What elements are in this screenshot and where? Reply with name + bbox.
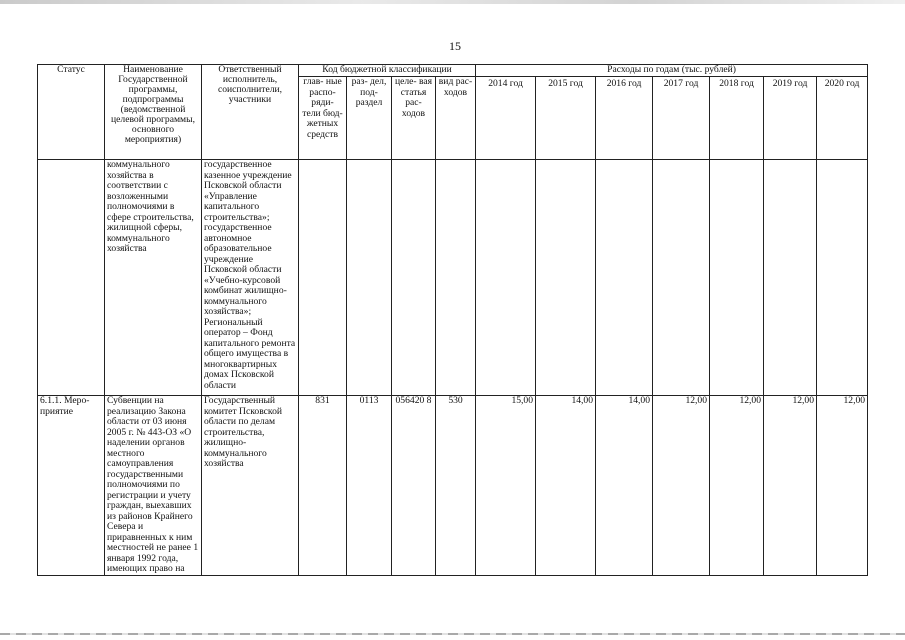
cell-value-2015: 14,00	[536, 396, 596, 576]
header-expenses-group: Расходы по годам (тыс. рублей)	[476, 65, 868, 77]
cell-value-2020	[817, 160, 868, 396]
header-executor: Ответственный исполнитель, соисполнители, участники	[202, 65, 299, 160]
cell-code-main-manager: 831	[299, 396, 347, 576]
header-code-main-manager: глав- ные распо- ряди- тели бюд- жетных средств	[299, 77, 347, 160]
header-budget-code-group: Код бюджетной классификации	[299, 65, 476, 77]
header-code-target-article: целе- вая статья рас- ходов	[392, 77, 436, 160]
header-name: Наименование Государственной программы, подпрограммы (ведомственной целевой программы, основного мероприятия)	[105, 65, 202, 160]
header-year-2015: 2015 год	[536, 77, 596, 160]
scan-edge-top	[0, 0, 905, 4]
cell-code-section	[347, 160, 392, 396]
cell-code-main-manager	[299, 160, 347, 396]
cell-value-2019: 12,00	[764, 396, 817, 576]
budget-table	[37, 64, 868, 576]
header-status: Статус	[38, 65, 105, 160]
cell-name: коммунального хозяйства в соответствии с возложенными полномочиями в сфере строительства, жилищной сферы, коммунального хозяйства	[105, 160, 202, 396]
cell-value-2019	[764, 160, 817, 396]
cell-value-2015	[536, 160, 596, 396]
table-row	[38, 396, 868, 576]
cell-executor: государственное казенное учреждение Псковской области «Управление капитального строительства»; государственное автономное образовательное учреждение Псковской области «Учебно-курсовой комбинат жилищно-коммунального хозяйства»; Региональный оператор – Фонд капитального ремонта общего имущества в многоквартирных домах Псковской области	[202, 160, 299, 396]
cell-name: Субвенции на реализацию Закона области от 03 июня 2005 г. № 443-ОЗ «О наделении органов местного самоуправления государственными полномочиями по регистрации и учету граждан, выехавших из районов Крайнего Севера и приравненных к ним местностей не ранее 1 января 1992 года, имеющих право на	[105, 396, 202, 576]
header-year-2020: 2020 год	[817, 77, 868, 160]
cell-status: 6.1.1. Меро- приятие	[38, 396, 105, 576]
header-year-2019: 2019 год	[764, 77, 817, 160]
header-year-2018: 2018 год	[710, 77, 764, 160]
header-code-section: раз- дел, под- раздел	[347, 77, 392, 160]
header-year-2017: 2017 год	[653, 77, 710, 160]
cell-code-section: 0113	[347, 396, 392, 576]
header-year-2016: 2016 год	[596, 77, 653, 160]
header-year-2014: 2014 год	[476, 77, 536, 160]
cell-value-2018: 12,00	[710, 396, 764, 576]
cell-value-2016	[596, 160, 653, 396]
cell-code-target-article: 056420 8	[392, 396, 436, 576]
cell-executor: Государственный комитет Псковской области по делам строительства, жилищно- коммунального хозяйства	[202, 396, 299, 576]
cell-value-2016: 14,00	[596, 396, 653, 576]
cell-value-2017: 12,00	[653, 396, 710, 576]
cell-value-2017	[653, 160, 710, 396]
header-code-expense-type: вид рас- ходов	[436, 77, 476, 160]
cell-code-expense-type: 530	[436, 396, 476, 576]
cell-value-2020: 12,00	[817, 396, 868, 576]
cell-status	[38, 160, 105, 396]
cell-code-expense-type	[436, 160, 476, 396]
cell-code-target-article	[392, 160, 436, 396]
cell-value-2018	[710, 160, 764, 396]
cell-value-2014: 15,00	[476, 396, 536, 576]
page-number: 15	[449, 39, 461, 53]
table-row	[38, 160, 868, 396]
cell-value-2014	[476, 160, 536, 396]
scan-edge-bottom	[0, 633, 905, 635]
